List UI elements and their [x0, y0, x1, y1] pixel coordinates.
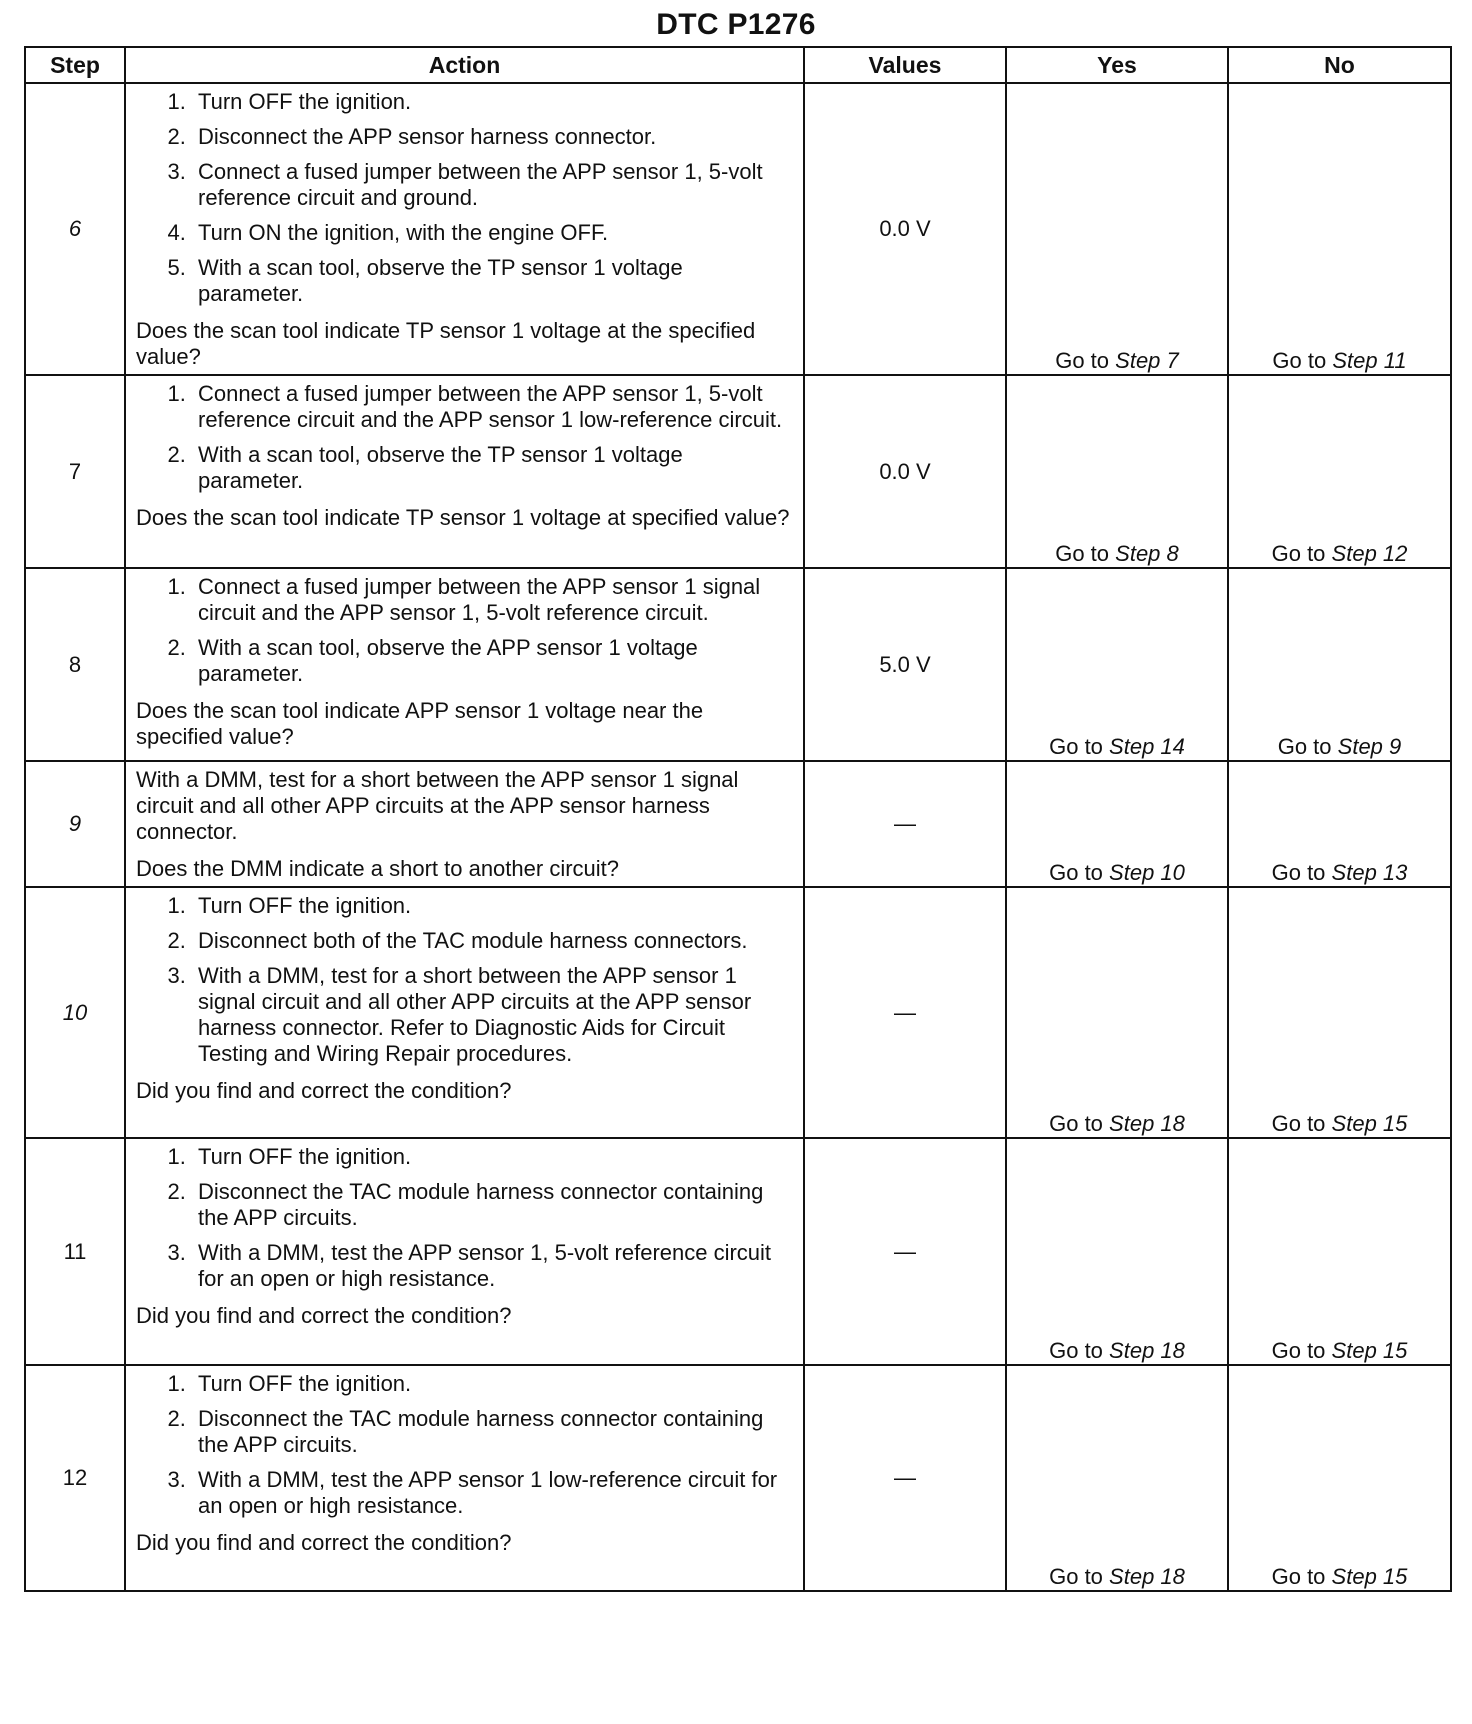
goto-step-link: Step 18	[1109, 1111, 1185, 1136]
step-number: 7	[25, 375, 125, 568]
header-action: Action	[125, 47, 804, 83]
action-step: 3. With a DMM, test for a short between the APP sensor 1 signal circuit and all other APP circuits at the APP sensor harness connector. Refer to Diagnostic Aids for Circuit Testing and Wiring Repair procedures.	[192, 963, 793, 1067]
no-cell	[1228, 1365, 1451, 1591]
no-cell	[1228, 887, 1451, 1138]
goto-step-link: Step 11	[1332, 348, 1407, 373]
action-question: Does the scan tool indicate TP sensor 1 voltage at the specified value?	[136, 318, 756, 369]
yes-cell	[1006, 568, 1228, 761]
goto-step-link: Step 15	[1331, 1111, 1408, 1136]
goto-step-link: Step 15	[1331, 1564, 1408, 1589]
step-number: 6	[25, 83, 125, 375]
action-question: Did you find and correct the condition?	[136, 1530, 512, 1555]
step-number: 12	[25, 1365, 125, 1591]
action-step: 2. With a scan tool, observe the TP sensor 1 voltage parameter.	[192, 442, 793, 494]
action-cell	[125, 1138, 804, 1365]
action-cell	[125, 887, 804, 1138]
goto-prefix: Go to	[1049, 1111, 1103, 1136]
action-question: Does the scan tool indicate APP sensor 1 voltage near the specified value?	[136, 698, 704, 749]
table-row	[25, 83, 1451, 375]
no-cell	[1228, 1138, 1451, 1365]
action-step: 1. Connect a fused jumper between the APP sensor 1, 5-volt reference circuit and the APP sensor 1 low-reference circuit.	[192, 381, 793, 433]
goto-step-link: Step 18	[1109, 1564, 1185, 1589]
no-cell	[1228, 568, 1451, 761]
action-step: 3. With a DMM, test the APP sensor 1 low-reference circuit for an open or high resistance.	[192, 1467, 793, 1519]
action-cell	[125, 83, 804, 375]
diagnostic-table	[24, 46, 1452, 1592]
goto-prefix: Go to	[1271, 1564, 1326, 1589]
goto-step-link: Step 13	[1331, 860, 1408, 885]
goto-step-link: Step 9	[1337, 734, 1402, 759]
header-row	[25, 47, 1451, 83]
no-cell	[1228, 375, 1451, 568]
action-cell	[125, 761, 804, 887]
action-steps	[136, 1371, 793, 1528]
action-steps	[136, 893, 793, 1076]
action-step: 1. Turn OFF the ignition.	[192, 89, 793, 115]
value-cell: —	[804, 1138, 1006, 1365]
goto-step-link: Step 7	[1115, 348, 1179, 373]
goto-prefix: Go to	[1049, 1564, 1103, 1589]
step-number: 11	[25, 1138, 125, 1365]
action-step: 2. Disconnect the TAC module harness connector containing the APP circuits.	[192, 1179, 793, 1231]
goto-prefix: Go to	[1271, 860, 1326, 885]
goto-prefix: Go to	[1055, 348, 1110, 373]
action-description: With a DMM, test for a short between the APP sensor 1 signal circuit and all other APP circuits at the APP sensor harness connector.	[136, 767, 739, 844]
table-row	[25, 887, 1451, 1138]
action-steps	[136, 574, 793, 696]
goto-prefix: Go to	[1271, 1338, 1326, 1363]
table-row	[25, 568, 1451, 761]
goto-prefix: Go to	[1055, 541, 1110, 566]
step-number: 8	[25, 568, 125, 761]
action-step: 1. Turn OFF the ignition.	[192, 1371, 793, 1397]
header-yes: Yes	[1006, 47, 1228, 83]
value-cell: 5.0 V	[804, 568, 1006, 761]
goto-prefix: Go to	[1271, 1111, 1326, 1136]
action-step: 3. Connect a fused jumper between the APP sensor 1, 5-volt reference circuit and ground.	[192, 159, 793, 211]
yes-cell	[1006, 1365, 1228, 1591]
action-step: 4. Turn ON the ignition, with the engine OFF.	[192, 220, 793, 246]
header-no: No	[1228, 47, 1451, 83]
action-step: 2. Disconnect the APP sensor harness connector.	[192, 124, 793, 150]
value-cell: —	[804, 761, 1006, 887]
action-steps	[136, 381, 793, 503]
action-step: 2. Disconnect both of the TAC module harness connectors.	[192, 928, 793, 954]
goto-prefix: Go to	[1049, 734, 1103, 759]
action-step: 1. Connect a fused jumper between the APP sensor 1 signal circuit and the APP sensor 1, 5-volt reference circuit.	[192, 574, 793, 626]
action-question: Did you find and correct the condition?	[136, 1078, 512, 1103]
action-cell	[125, 375, 804, 568]
page-title: DTC P1276	[656, 8, 816, 41]
yes-cell	[1006, 887, 1228, 1138]
goto-step-link: Step 10	[1109, 860, 1185, 885]
goto-prefix: Go to	[1049, 1338, 1103, 1363]
goto-step-link: Step 14	[1109, 734, 1185, 759]
action-question: Did you find and correct the condition?	[136, 1303, 512, 1328]
value-cell: 0.0 V	[804, 83, 1006, 375]
action-steps	[136, 1144, 793, 1301]
table-row	[25, 1365, 1451, 1591]
goto-prefix: Go to	[1277, 734, 1332, 759]
table-row	[25, 1138, 1451, 1365]
action-steps	[136, 89, 793, 316]
table-row	[25, 375, 1451, 568]
yes-cell	[1006, 375, 1228, 568]
no-cell	[1228, 761, 1451, 887]
value-cell: —	[804, 887, 1006, 1138]
goto-step-link: Step 12	[1331, 541, 1408, 566]
value-cell: 0.0 V	[804, 375, 1006, 568]
action-question: Does the scan tool indicate TP sensor 1 voltage at specified value?	[136, 505, 790, 530]
header-values: Values	[804, 47, 1006, 83]
action-step: 1. Turn OFF the ignition.	[192, 893, 793, 919]
action-cell	[125, 568, 804, 761]
action-step: 2. With a scan tool, observe the APP sensor 1 voltage parameter.	[192, 635, 793, 687]
header-step: Step	[25, 47, 125, 83]
no-cell	[1228, 83, 1451, 375]
yes-cell	[1006, 1138, 1228, 1365]
step-number: 9	[25, 761, 125, 887]
action-step: 1. Turn OFF the ignition.	[192, 1144, 793, 1170]
goto-prefix: Go to	[1272, 348, 1327, 373]
value-cell: —	[804, 1365, 1006, 1591]
yes-cell	[1006, 83, 1228, 375]
action-step: 3. With a DMM, test the APP sensor 1, 5-volt reference circuit for an open or high resistance.	[192, 1240, 793, 1292]
yes-cell	[1006, 761, 1228, 887]
goto-step-link: Step 15	[1331, 1338, 1408, 1363]
step-number: 10	[25, 887, 125, 1138]
goto-step-link: Step 18	[1109, 1338, 1185, 1363]
action-cell	[125, 1365, 804, 1591]
action-question: Does the DMM indicate a short to another circuit?	[136, 856, 620, 881]
table-row	[25, 761, 1451, 887]
action-step: 5. With a scan tool, observe the TP sensor 1 voltage parameter.	[192, 255, 793, 307]
goto-prefix: Go to	[1049, 860, 1103, 885]
action-step: 2. Disconnect the TAC module harness connector containing the APP circuits.	[192, 1406, 793, 1458]
goto-step-link: Step 8	[1115, 541, 1179, 566]
goto-prefix: Go to	[1271, 541, 1326, 566]
